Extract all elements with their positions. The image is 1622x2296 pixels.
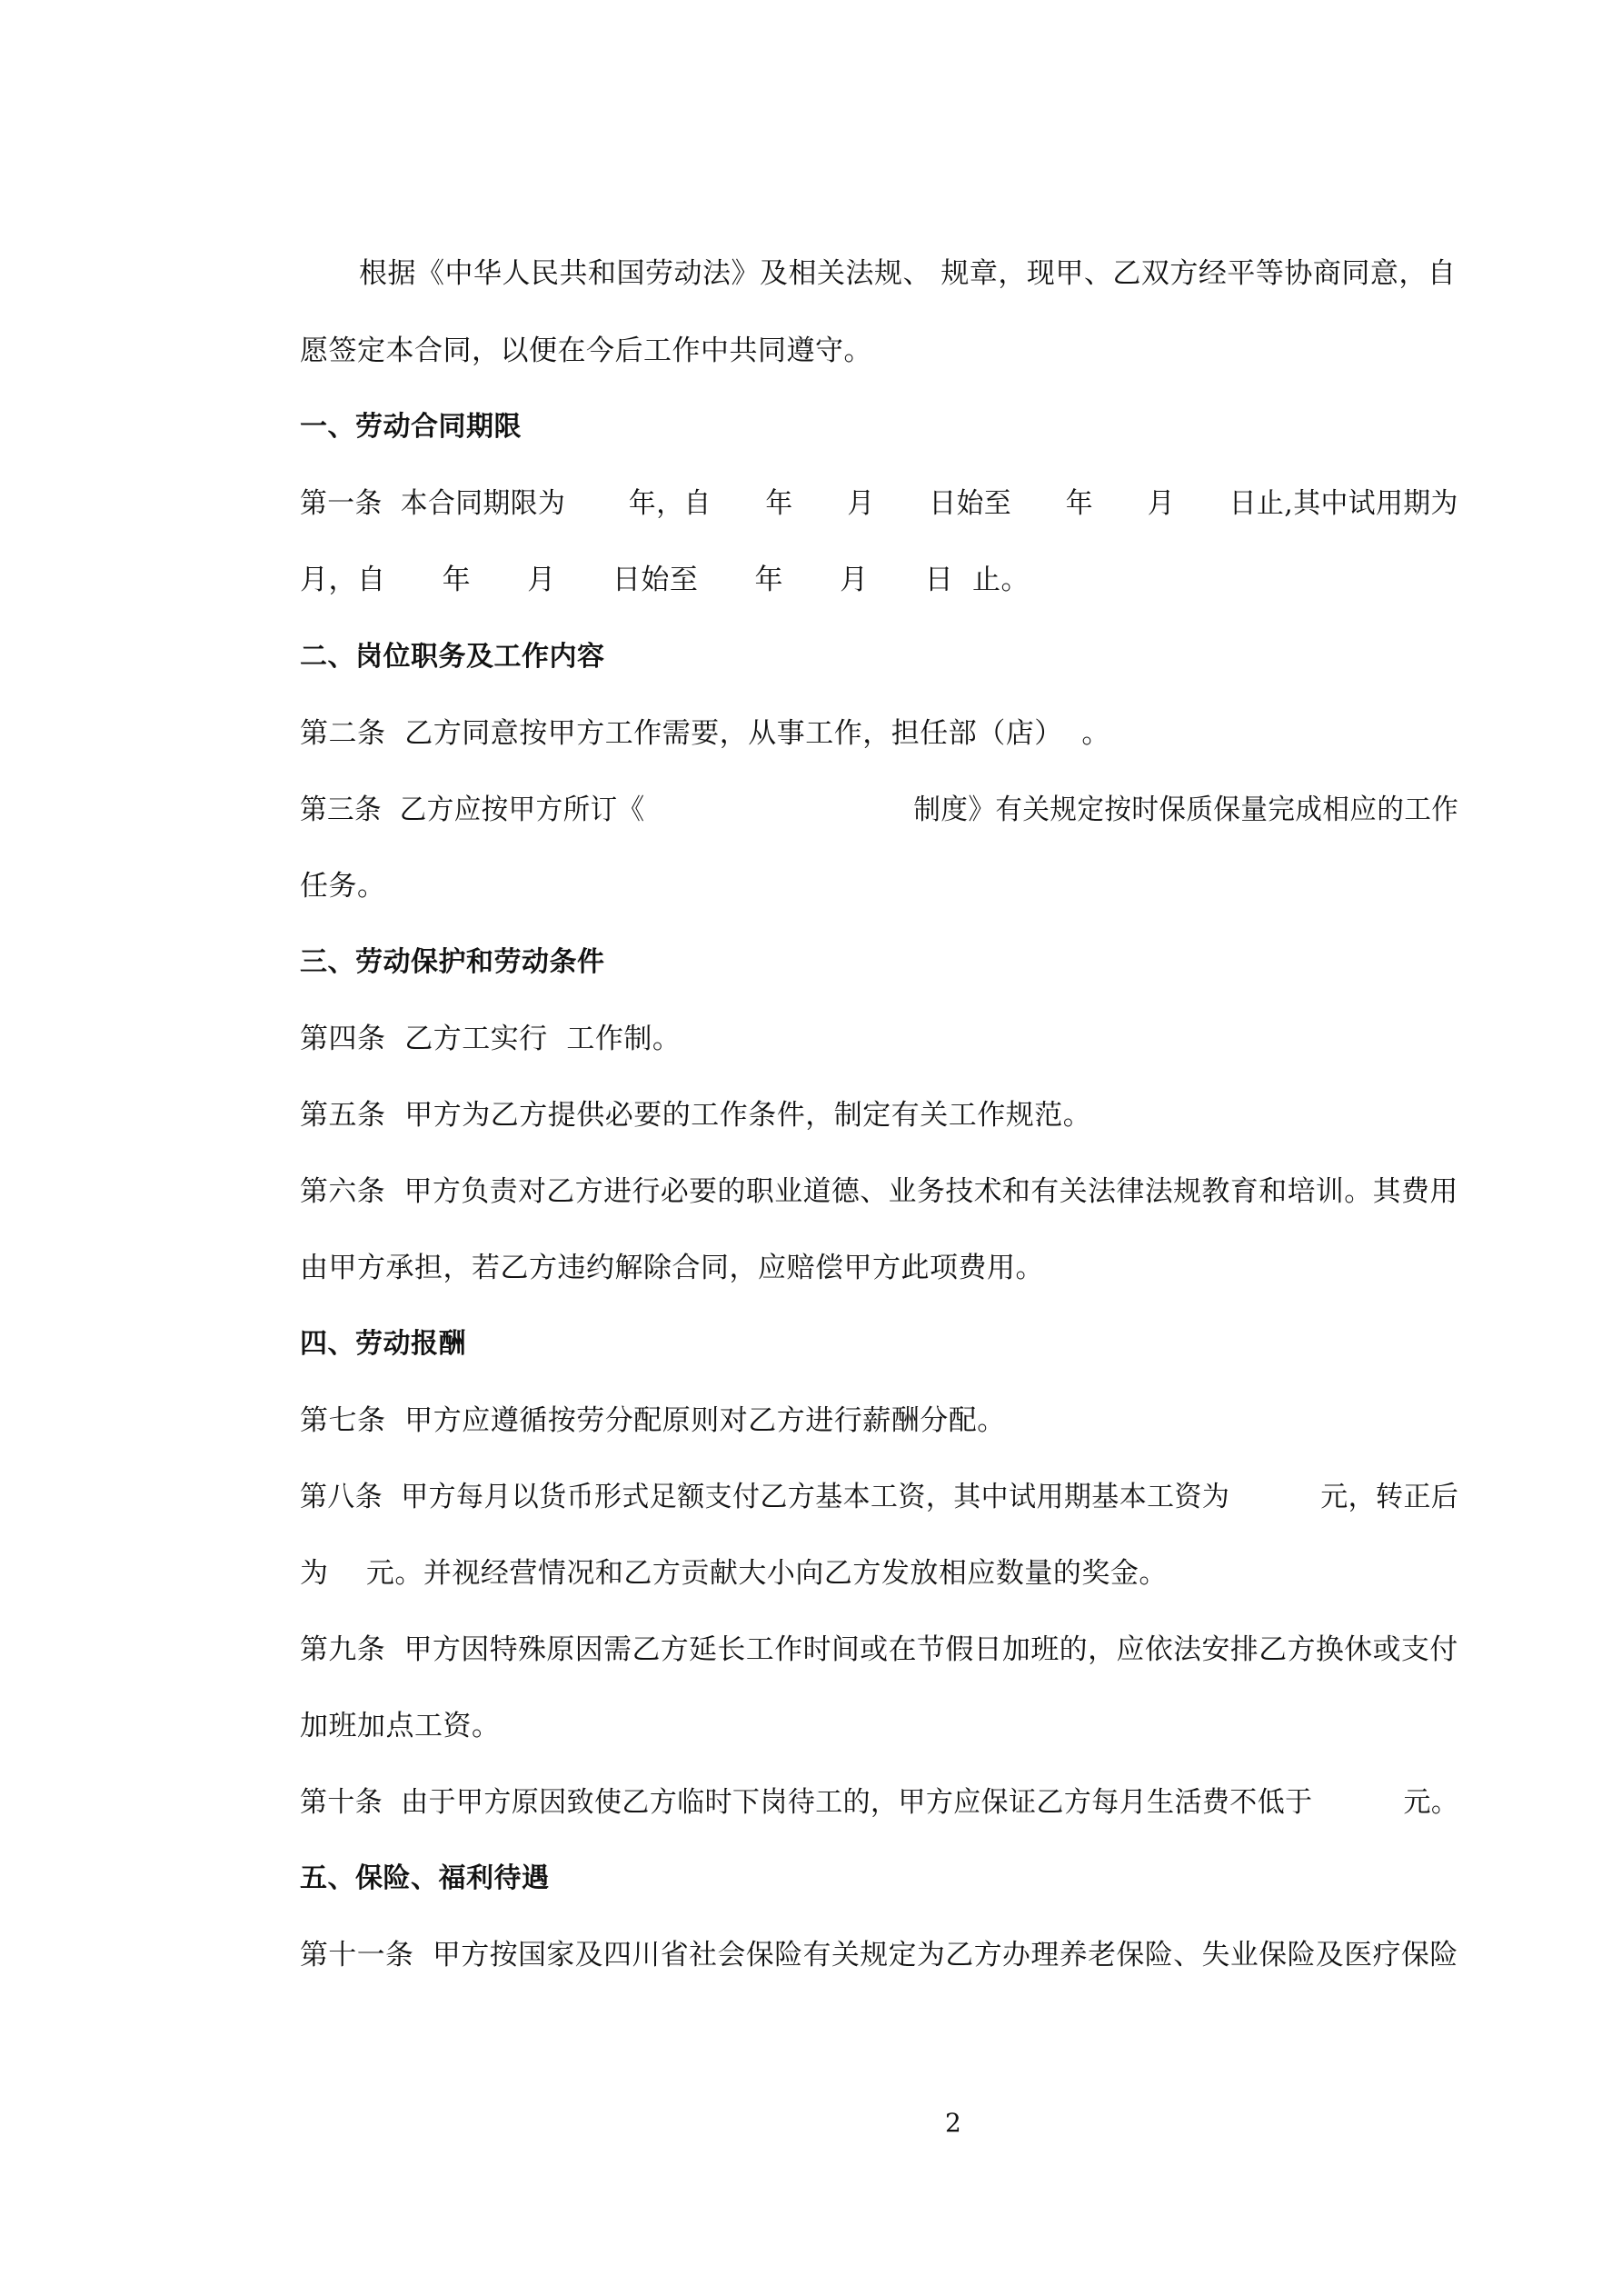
article-11-line-1: 第十一条 甲方按国家及四川省社会保险有关规定为乙方办理养老保险、失业保险及医疗保险 [300, 1939, 1458, 1972]
article-5: 第五条 甲方为乙方提供必要的工作条件，制定有关工作规范。 [300, 1099, 1092, 1132]
article-3-line-2: 任务。 [300, 870, 386, 903]
article-6-line-2: 由甲方承担，若乙方违约解除合同，应赔偿甲方此项费用。 [300, 1252, 1044, 1284]
section-heading-protection: 三、劳动保护和劳动条件 [300, 946, 605, 978]
section-heading-insurance: 五、保险、福利待遇 [300, 1862, 550, 1894]
intro-line-2: 愿签定本合同，以便在今后工作中共同遵守。 [300, 334, 872, 367]
page-number: 2 [945, 2108, 961, 2138]
section-heading-remuneration: 四、劳动报酬 [300, 1328, 466, 1360]
section-heading-duties: 二、岗位职务及工作内容 [300, 641, 605, 673]
article-9-line-2: 加班加点工资。 [300, 1710, 501, 1742]
article-8-line-2: 为 元。并视经营情况和乙方贡献大小向乙方发放相应数量的奖金。 [300, 1557, 1168, 1590]
article-8-line-1: 第八条 甲方每月以货币形式足额支付乙方基本工资，其中试用期基本工资为 元，转正后 [300, 1481, 1459, 1513]
article-1-text: 本合同期限为 年，自 年 月 日始至 年 月 日止,其中试用期为 [400, 487, 1458, 520]
article-4: 第四条 乙方工实行 工作制。 [300, 1023, 682, 1055]
article-1-line-1 [300, 485, 1458, 522]
article-1-line-2: 月，自 年 月 日始至 年 月 日 止。 [300, 564, 1030, 596]
article-7: 第七条 甲方应遵循按劳分配原则对乙方进行薪酬分配。 [300, 1404, 1006, 1437]
article-3-line-1: 第三条 乙方应按甲方所订《 制度》有关规定按时保质保量完成相应的工作 [300, 794, 1459, 826]
article-2: 第二条 乙方同意按甲方工作需要，从事工作，担任部（店） 。 [300, 717, 1110, 750]
article-10: 第十条 由于甲方原因致使乙方临时下岗待工的，甲方应保证乙方每月生活费不低于 元。 [300, 1786, 1459, 1819]
article-1-label: 第一条 [300, 487, 383, 520]
section-heading-term: 一、劳动合同期限 [300, 411, 522, 443]
article-6-line-1: 第六条 甲方负责对乙方进行必要的职业道德、业务技术和有关法律法规教育和培训。其费用 [300, 1175, 1458, 1208]
intro-line-1: 根据《中华人民共和国劳动法》及相关法规、 规章，现甲、乙双方经平等协商同意，自 [359, 257, 1457, 290]
article-9-line-1: 第九条 甲方因特殊原因需乙方延长工作时间或在节假日加班的，应依法安排乙方换休或支付 [300, 1633, 1458, 1666]
